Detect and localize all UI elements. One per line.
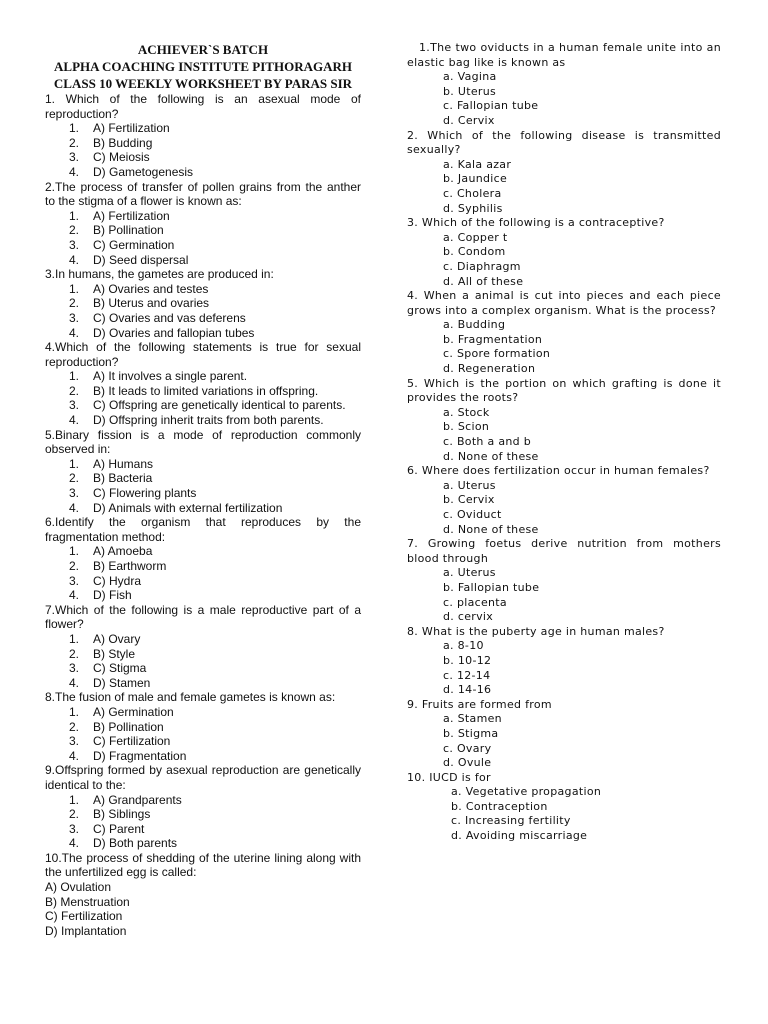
option-item: c. 12-14 bbox=[443, 668, 491, 682]
option-text: C) Ovaries and vas deferens bbox=[93, 310, 246, 325]
option-item: a. Uterus bbox=[443, 478, 496, 492]
option-item bbox=[45, 647, 361, 662]
institute-name: ALPHA COACHING INSTITUTE PITHORAGARH bbox=[54, 59, 352, 74]
option-number: 3. bbox=[69, 734, 80, 749]
question-text: 5.Binary fission is a mode of reproduction commonly observed in: bbox=[45, 427, 361, 457]
option-list bbox=[407, 479, 721, 537]
option-item: a. Budding bbox=[443, 318, 506, 332]
batch-title: ACHIEVER`S BATCH bbox=[137, 42, 269, 57]
option-text: C) Parent bbox=[93, 821, 145, 836]
option-list bbox=[407, 566, 721, 624]
option-item bbox=[45, 384, 361, 399]
option-number: 3. bbox=[69, 661, 80, 676]
option-item bbox=[45, 836, 361, 851]
question-block bbox=[45, 603, 361, 691]
option-item: d. Ovule bbox=[443, 756, 492, 770]
option-number: 4. bbox=[69, 748, 80, 763]
question-block bbox=[45, 851, 361, 939]
option-item bbox=[45, 253, 361, 268]
option-item: d. None of these bbox=[443, 449, 539, 463]
option-item: b. Fragmentation bbox=[443, 332, 543, 346]
option-number: 2. bbox=[69, 223, 80, 238]
option-number: 4. bbox=[69, 164, 80, 179]
question-block bbox=[45, 267, 361, 340]
option-number: 2. bbox=[69, 296, 80, 311]
option-text: B) Budding bbox=[93, 135, 153, 150]
option-number: 1. bbox=[69, 369, 80, 384]
option-list bbox=[407, 158, 721, 216]
question-block bbox=[45, 763, 361, 851]
question-block bbox=[45, 515, 361, 603]
question-block bbox=[407, 41, 721, 129]
option-number: 2. bbox=[69, 559, 80, 573]
option-item: b. Jaundice bbox=[443, 172, 508, 186]
option-list bbox=[407, 785, 721, 843]
question-block bbox=[407, 377, 721, 465]
option-text: D) Animals with external fertilization bbox=[93, 500, 283, 515]
option-item bbox=[45, 223, 361, 238]
option-number: 4. bbox=[69, 500, 80, 515]
option-item: b. Condom bbox=[443, 245, 506, 259]
option-item: b. Uterus bbox=[443, 84, 497, 98]
option-item: b. Stigma bbox=[443, 726, 499, 740]
option-item: d. Syphilis bbox=[443, 201, 503, 215]
question-text: 4.Which of the following statements is true for sexual reproduction? bbox=[45, 340, 361, 369]
option-number: 1. bbox=[69, 631, 80, 646]
option-number: 4. bbox=[69, 252, 80, 267]
option-text: B) Uterus and ovaries bbox=[93, 296, 210, 311]
question-text: 10.The process of shedding of the uterine lining along with the unfertilized egg is called: bbox=[45, 850, 361, 880]
option-item: c. Fallopian tube bbox=[443, 99, 539, 113]
option-number: 1. bbox=[69, 544, 80, 559]
option-line: B) Menstruation bbox=[45, 894, 130, 909]
option-text: A) It involves a single parent. bbox=[93, 369, 248, 384]
option-item bbox=[45, 544, 361, 559]
option-item: d. cervix bbox=[443, 610, 494, 624]
option-item bbox=[45, 574, 361, 589]
question-text: 6. Where does fertilization occur in human females? bbox=[407, 464, 710, 478]
option-item: a. Copper t bbox=[443, 230, 508, 244]
right-question-list bbox=[407, 41, 721, 844]
option-list bbox=[407, 406, 721, 464]
option-item: c. Cholera bbox=[443, 186, 502, 200]
option-number: 1. bbox=[69, 121, 80, 136]
option-item: b. Scion bbox=[443, 420, 490, 434]
option-item bbox=[45, 398, 361, 413]
option-item bbox=[45, 457, 361, 472]
option-number: 1. bbox=[69, 281, 80, 296]
question-text: 1.The two oviducts in a human female unite into an elastic bag like is known as bbox=[407, 41, 721, 69]
option-item bbox=[45, 165, 361, 180]
option-number: 2. bbox=[69, 646, 80, 661]
option-list bbox=[45, 705, 361, 763]
option-item: a. Stamen bbox=[443, 712, 502, 726]
option-list bbox=[45, 793, 361, 851]
question-text: 2. Which of the following disease is transmitted sexually? bbox=[407, 128, 721, 157]
option-list bbox=[407, 70, 721, 128]
option-item bbox=[45, 559, 361, 574]
left-question-list bbox=[45, 92, 361, 851]
option-number: 2. bbox=[69, 719, 80, 734]
option-number: 3. bbox=[69, 310, 80, 325]
option-number: 1. bbox=[69, 792, 80, 807]
option-item: d. All of these bbox=[443, 274, 524, 288]
option-number: 4. bbox=[69, 325, 80, 340]
option-text: D) Offspring inherit traits from both parents. bbox=[93, 413, 324, 428]
option-number: 3. bbox=[69, 398, 80, 413]
option-text: A) Fertilization bbox=[93, 208, 170, 223]
question-text: 9.Offspring formed by asexual reproduction are genetically identical to the: bbox=[45, 763, 361, 792]
option-text: A) Germination bbox=[93, 704, 174, 719]
worksheet-title: CLASS 10 WEEKLY WORKSHEET BY PARAS SIR bbox=[53, 76, 353, 91]
option-number: 2. bbox=[69, 383, 80, 398]
option-item bbox=[45, 501, 361, 516]
option-text: C) Hydra bbox=[93, 573, 142, 588]
option-number: 3. bbox=[69, 486, 80, 501]
option-item bbox=[45, 632, 361, 647]
question-block bbox=[45, 690, 361, 763]
option-item: d. Avoiding miscarriage bbox=[451, 829, 588, 843]
question-block bbox=[407, 216, 721, 289]
question-text: 8. What is the puberty age in human males? bbox=[407, 624, 665, 638]
option-item: c. Spore formation bbox=[443, 347, 551, 361]
question-block bbox=[45, 428, 361, 516]
option-item: b. Cervix bbox=[443, 493, 495, 507]
option-item: a. Stock bbox=[443, 405, 490, 419]
option-text: B) Bacteria bbox=[93, 471, 153, 486]
option-list bbox=[45, 282, 361, 340]
worksheet-header bbox=[45, 41, 361, 92]
option-text: C) Meiosis bbox=[93, 150, 150, 165]
option-item: c. placenta bbox=[443, 595, 507, 609]
question-text: 9. Fruits are formed from bbox=[407, 697, 552, 711]
question-text: 6.Identify the organism that reproduces by the fragmentation method: bbox=[45, 515, 361, 544]
option-line: A) Ovulation bbox=[45, 880, 112, 895]
option-item: a. Uterus bbox=[443, 566, 496, 580]
option-item bbox=[45, 705, 361, 720]
option-item: c. Increasing fertility bbox=[451, 814, 571, 828]
option-text: A) Fertilization bbox=[93, 121, 170, 136]
left-column bbox=[45, 41, 361, 938]
option-item bbox=[45, 676, 361, 691]
option-item bbox=[45, 296, 361, 311]
option-number: 1. bbox=[69, 208, 80, 223]
option-item bbox=[45, 661, 361, 676]
option-number: 2. bbox=[69, 807, 80, 822]
option-item: c. Oviduct bbox=[443, 508, 502, 521]
option-item bbox=[45, 311, 361, 326]
option-item: d. Cervix bbox=[443, 113, 495, 127]
option-text: D) Stamen bbox=[93, 675, 151, 690]
option-number: 3. bbox=[69, 573, 80, 588]
option-item bbox=[45, 734, 361, 749]
option-text: C) Germination bbox=[93, 237, 175, 252]
option-text: B) Pollination bbox=[93, 719, 164, 734]
option-item bbox=[45, 121, 361, 136]
option-item bbox=[45, 807, 361, 822]
option-item bbox=[45, 209, 361, 224]
option-item bbox=[45, 413, 361, 428]
option-item: a. Vagina bbox=[443, 70, 497, 84]
option-text: A) Amoeba bbox=[93, 544, 153, 559]
option-number: 4. bbox=[69, 675, 80, 690]
option-text: B) Style bbox=[93, 646, 136, 661]
question-text: 2.The process of transfer of pollen grains from the anther to the stigma of a flower is known as: bbox=[45, 179, 361, 209]
option-list bbox=[45, 209, 361, 267]
option-item bbox=[45, 588, 361, 603]
option-item bbox=[45, 326, 361, 341]
option-item: b. 10-12 bbox=[443, 653, 492, 667]
question-text: 10. IUCD is for bbox=[407, 770, 491, 784]
option-item: c. Diaphragm bbox=[443, 259, 521, 273]
option-text: C) Stigma bbox=[93, 661, 147, 676]
option-item bbox=[45, 749, 361, 764]
option-text: C) Fertilization bbox=[93, 734, 171, 749]
question-block bbox=[45, 180, 361, 268]
option-item bbox=[45, 822, 361, 837]
option-text: D) Fish bbox=[93, 588, 132, 603]
question-block bbox=[45, 92, 361, 180]
option-item bbox=[45, 793, 361, 808]
option-text: C) Offspring are genetically identical to parents. bbox=[93, 398, 346, 413]
option-text: A) Grandparents bbox=[93, 792, 182, 807]
option-item: d. None of these bbox=[443, 522, 539, 536]
question-block bbox=[407, 537, 721, 625]
option-number: 1. bbox=[69, 456, 80, 471]
option-text: C) Flowering plants bbox=[93, 486, 197, 501]
option-list bbox=[407, 318, 721, 376]
question-block bbox=[407, 464, 721, 537]
option-number: 4. bbox=[69, 413, 80, 428]
question-text: 4. When a animal is cut into pieces and each piece grows into a complex organism. What is the process? bbox=[407, 289, 721, 317]
option-list bbox=[45, 544, 361, 602]
option-list bbox=[45, 369, 361, 427]
option-text: B) Pollination bbox=[93, 223, 164, 238]
question-text: 7. Growing foetus derive nutrition from mothers blood through bbox=[407, 537, 721, 565]
option-item: b. Fallopian tube bbox=[443, 580, 540, 594]
question-block bbox=[407, 771, 721, 844]
option-text: B) It leads to limited variations in offspring. bbox=[93, 383, 319, 398]
option-text: D) Ovaries and fallopian tubes bbox=[93, 325, 255, 340]
option-item bbox=[45, 720, 361, 735]
option-item: a. Kala azar bbox=[443, 157, 512, 171]
option-number: 3. bbox=[69, 150, 80, 165]
option-item: b. Contraception bbox=[451, 799, 548, 813]
option-item: d. Regeneration bbox=[443, 362, 536, 376]
question-block bbox=[407, 129, 721, 217]
option-item bbox=[45, 369, 361, 384]
question-text: 8.The fusion of male and female gametes is known as: bbox=[45, 690, 336, 705]
question-block bbox=[407, 289, 721, 377]
option-number: 2. bbox=[69, 471, 80, 486]
option-line: C) Fertilization bbox=[45, 909, 123, 924]
option-item bbox=[45, 150, 361, 165]
option-text: D) Fragmentation bbox=[93, 748, 187, 763]
option-number: 3. bbox=[69, 237, 80, 252]
option-text: A) Humans bbox=[93, 456, 154, 471]
option-text: D) Both parents bbox=[93, 836, 178, 851]
option-text: B) Earthworm bbox=[93, 559, 167, 573]
option-item: a. Vegetative propagation bbox=[451, 785, 602, 799]
question-block bbox=[407, 698, 721, 771]
option-list bbox=[45, 457, 361, 515]
option-item: d. 14-16 bbox=[443, 683, 492, 697]
option-line: D) Implantation bbox=[45, 923, 127, 938]
option-item bbox=[45, 471, 361, 486]
option-item bbox=[45, 486, 361, 501]
question-text: 5. Which is the portion on which grafting is done it provides the roots? bbox=[407, 376, 721, 405]
question-text: 3.In humans, the gametes are produced in: bbox=[45, 267, 274, 282]
option-text: D) Gametogenesis bbox=[93, 164, 194, 179]
question-block bbox=[407, 625, 721, 698]
option-item: c. Ovary bbox=[443, 741, 492, 755]
option-text: A) Ovaries and testes bbox=[93, 281, 209, 296]
option-number: 3. bbox=[69, 821, 80, 836]
option-list bbox=[407, 231, 721, 289]
option-list bbox=[407, 639, 721, 697]
option-number: 1. bbox=[69, 704, 80, 719]
option-text: A) Ovary bbox=[93, 631, 141, 646]
option-list bbox=[45, 121, 361, 179]
option-list bbox=[407, 712, 721, 770]
question-block bbox=[45, 340, 361, 428]
right-column bbox=[407, 41, 721, 844]
option-item: a. 8-10 bbox=[443, 639, 484, 653]
option-number: 4. bbox=[69, 836, 80, 851]
question-text: 1. Which of the following is an asexual mode of reproduction? bbox=[45, 92, 361, 121]
option-item: c. Both a and b bbox=[443, 435, 532, 449]
option-item bbox=[45, 238, 361, 253]
option-number: 2. bbox=[69, 135, 80, 150]
option-text: D) Seed dispersal bbox=[93, 252, 189, 267]
option-number: 4. bbox=[69, 588, 80, 603]
question-text: 7.Which of the following is a male reproductive part of a flower? bbox=[45, 602, 361, 632]
option-list bbox=[45, 632, 361, 690]
question-text: 3. Which of the following is a contraceptive? bbox=[407, 216, 665, 230]
option-text: B) Siblings bbox=[93, 807, 151, 822]
option-item bbox=[45, 282, 361, 297]
option-item bbox=[45, 136, 361, 151]
